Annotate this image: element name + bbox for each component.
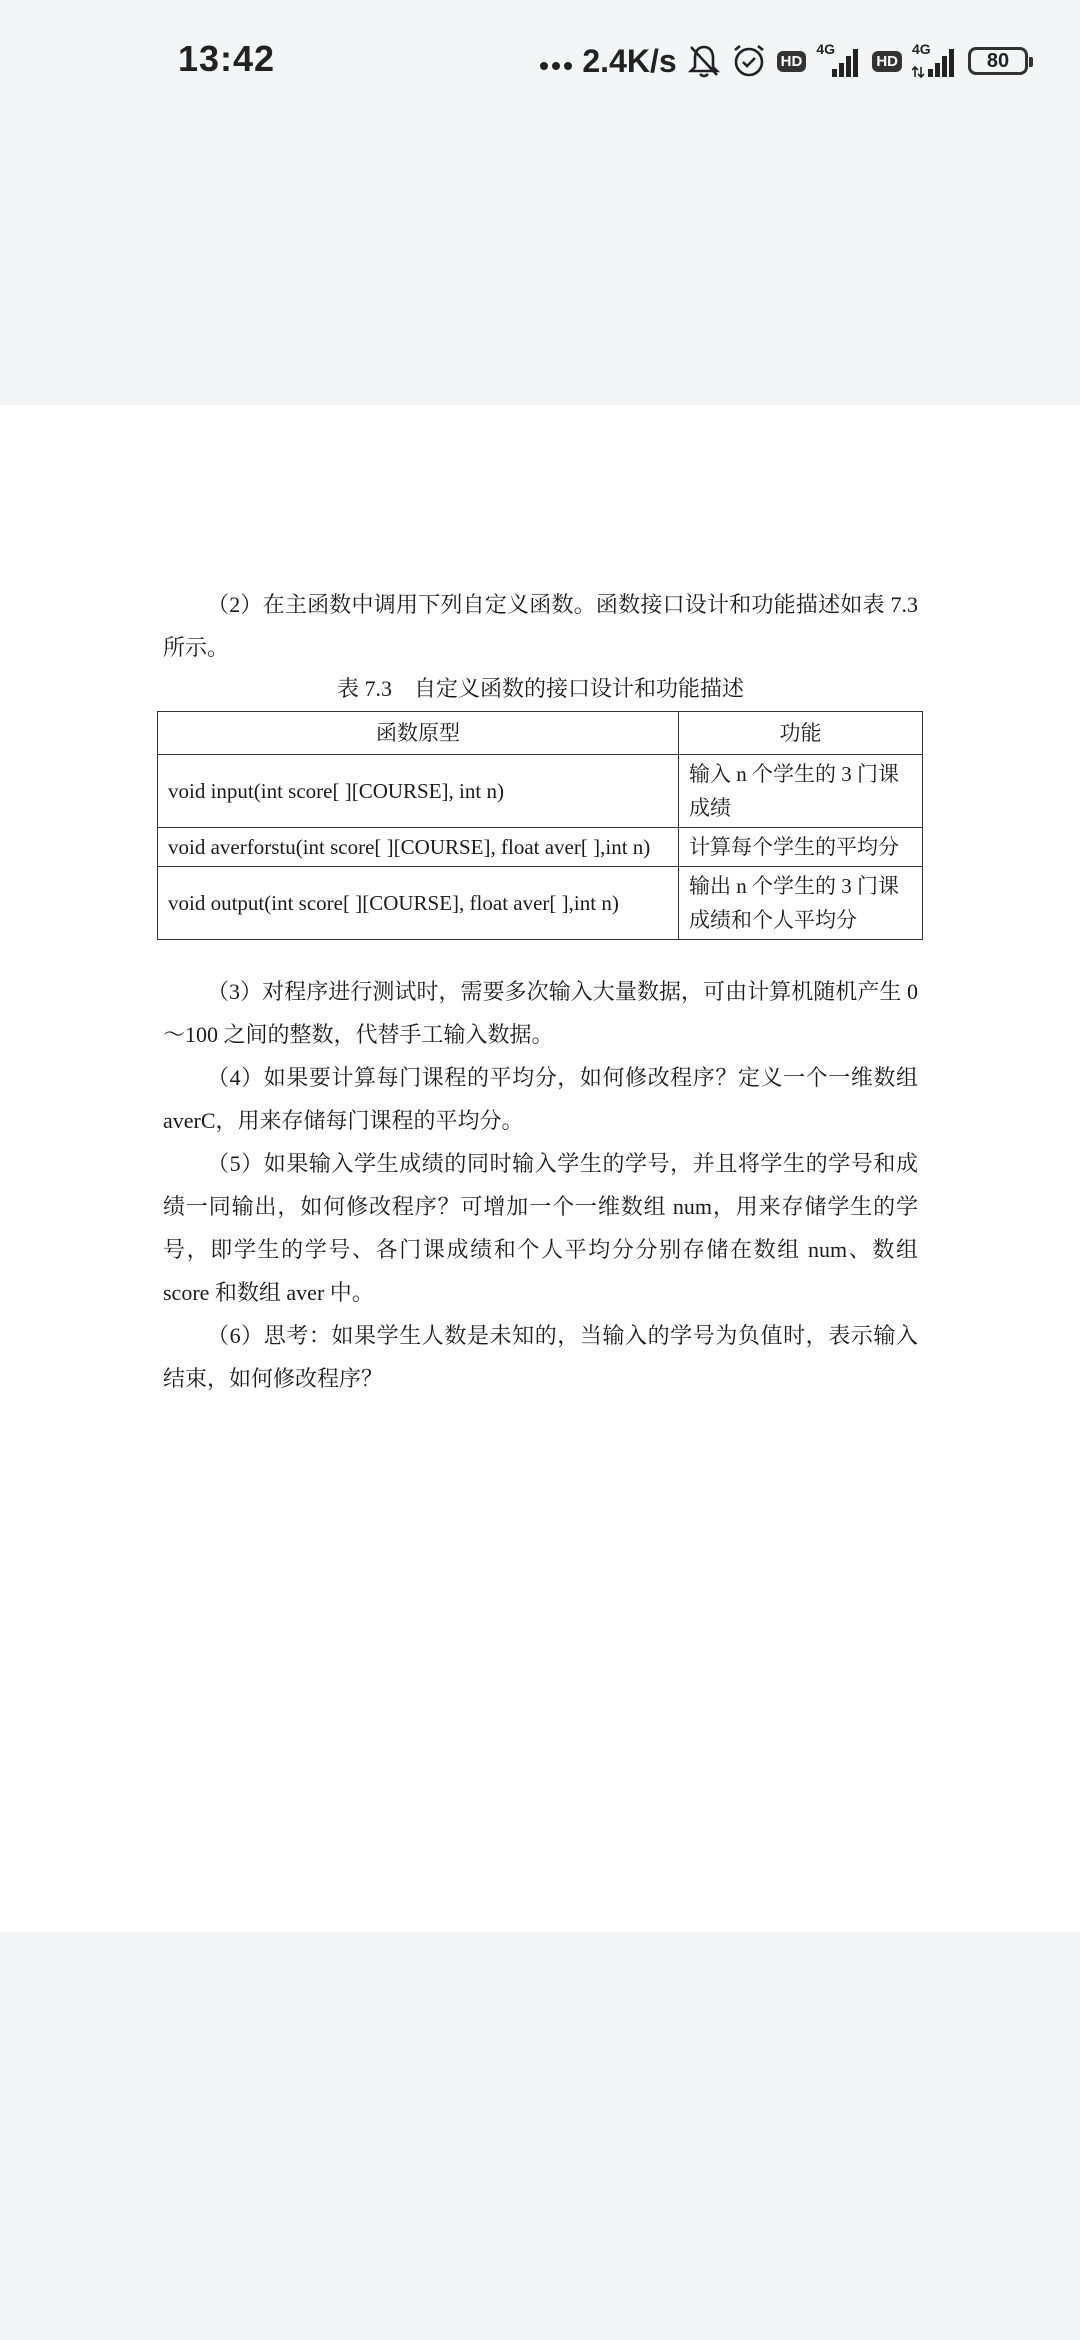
paragraph-4: （4）如果要计算每门课程的平均分，如何修改程序？定义一个一维数组 averC，用来存储每门课程的平均分。 <box>163 1065 918 1133</box>
signal-type-label-2: 4G <box>912 41 931 57</box>
more-dots-icon <box>540 46 572 76</box>
function-table <box>157 711 923 940</box>
table-header-row <box>158 712 923 755</box>
table-cell: void averforstu(int score[ ][COURSE], float aver[ ],int n) <box>158 828 679 867</box>
network-speed: 2.4K/s <box>582 42 677 79</box>
status-bar <box>0 0 1080 125</box>
signal-icon-2 <box>912 43 958 79</box>
paragraph-5: （5）如果输入学生成绩的同时输入学生的学号，并且将学生的学号和成绩一同输出，如何修改程序？可增加一个一维数组 num，用来存储学生的学号，即学生的学号、各门课成绩和个人平均分分别存储在数组 num、数组 score 和数组 aver 中。 <box>163 1151 918 1305</box>
table-cell: 输出 n 个学生的 3 门课成绩和个人平均分 <box>679 867 923 940</box>
alarm-icon <box>731 43 767 79</box>
table-header: 功能 <box>679 712 923 755</box>
paragraph-2: （2）在主函数中调用下列自定义函数。函数接口设计和功能描述如表 7.3 所示。 <box>163 592 918 660</box>
table-row <box>158 828 923 867</box>
signal-type-label: 4G <box>816 41 836 57</box>
document-content <box>163 583 918 1400</box>
table-row <box>158 755 923 828</box>
document-page <box>0 405 1080 1932</box>
table-row <box>158 867 923 940</box>
table-caption: 表 7.3 自定义函数的接口设计和功能描述 <box>336 676 744 701</box>
battery-icon: 80 <box>968 47 1028 75</box>
status-time: 13:42 <box>178 38 276 79</box>
table-cell: void input(int score[ ][COURSE], int n) <box>158 755 679 828</box>
status-icons <box>540 36 1028 86</box>
paragraph-3: （3）对程序进行测试时，需要多次输入大量数据，可由计算机随机产生 0～100 之间的整数，代替手工输入数据。 <box>163 979 918 1047</box>
hd-badge-2: HD <box>872 51 902 72</box>
table-cell: void output(int score[ ][COURSE], float aver[ ],int n) <box>158 867 679 940</box>
mute-bell-icon <box>687 43 721 79</box>
table-cell: 输入 n 个学生的 3 门课成绩 <box>679 755 923 828</box>
table-header: 函数原型 <box>158 712 679 755</box>
hd-badge: HD <box>777 51 807 72</box>
signal-icon <box>816 43 862 79</box>
table-cell: 计算每个学生的平均分 <box>679 828 923 867</box>
paragraph-6: （6）思考：如果学生人数是未知的，当输入的学号为负值时，表示输入结束，如何修改程序？ <box>163 1323 918 1391</box>
